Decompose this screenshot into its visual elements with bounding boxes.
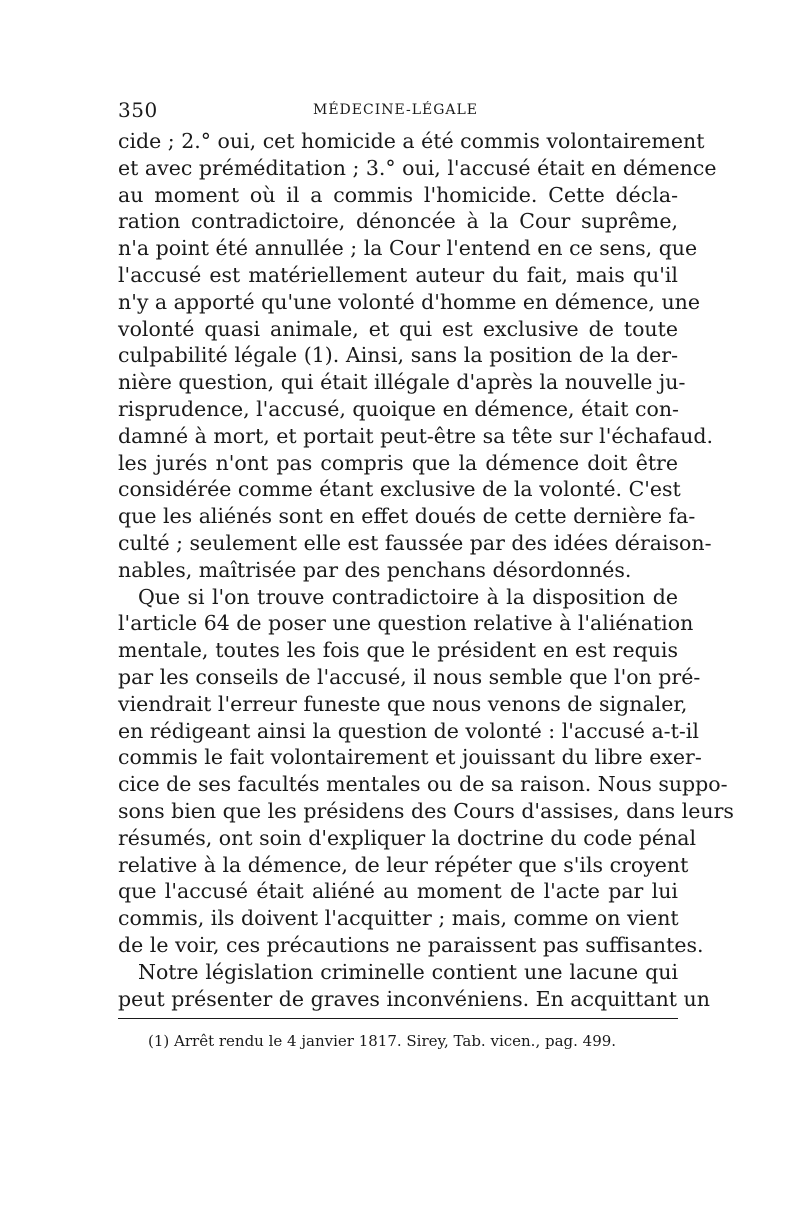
text-line: n'y a apporté qu'une volonté d'homme en démence, une	[118, 289, 700, 314]
text-line: risprudence, l'accusé, quoique en démence, était con-	[118, 396, 679, 421]
text-line: nière question, qui était illégale d'après la nouvelle ju-	[118, 370, 686, 395]
text-line: par les conseils de l'accusé, il nous semble que l'on pré-	[118, 664, 701, 689]
page-number: 350	[118, 98, 158, 122]
text-line: commis, ils doivent l'acquitter ; mais, comme on vient	[118, 906, 679, 931]
text-line: l'article 64 de poser une question relative à l'aliénation	[118, 611, 694, 636]
text-line: volonté quasi animale, et qui est exclusive de toute	[118, 316, 678, 341]
text-line: culpabilité légale (1). Ainsi, sans la position de la der-	[118, 343, 678, 368]
text-line: relative à la démence, de leur répéter que s'ils croyent	[118, 852, 689, 877]
text-line: n'a point été annullée ; la Cour l'entend en ce sens, que	[118, 236, 698, 261]
text-line: ration contradictoire, dénoncée à la Cour suprême,	[118, 209, 678, 234]
text-line: commis le fait volontairement et jouissant du libre exer-	[118, 745, 702, 770]
text-line: que l'accusé était aliéné au moment de l'acte par lui	[118, 879, 678, 904]
text-line: que les aliénés sont en effet doués de cette dernière fa-	[118, 504, 696, 529]
text-line: et avec préméditation ; 3.° oui, l'accusé était en démence	[118, 155, 717, 180]
text-line: résumés, ont soin d'expliquer la doctrine du code pénal	[118, 825, 697, 850]
text-line: en rédigeant ainsi la question de volonté : l'accusé a-t-il	[118, 718, 699, 743]
text-line: peut présenter de graves inconvéniens. En acquittant un	[118, 986, 710, 1011]
text-line: damné à mort, et portait peut-être sa tête sur l'échafaud.	[118, 423, 714, 448]
text-line: viendrait l'erreur funeste que nous venons de signaler,	[118, 691, 688, 716]
text-line: de le voir, ces précautions ne paraissent pas suffisantes.	[118, 932, 704, 957]
text-line: les jurés n'ont pas compris que la démence doit être	[118, 450, 678, 475]
footnote: (1) Arrêt rendu le 4 janvier 1817. Sirey, Tab. vicen., pag. 499.	[148, 1032, 617, 1050]
text-line: Notre législation criminelle contient une lacune qui	[138, 959, 678, 984]
text-line: sons bien que les présidens des Cours d'assises, dans leurs	[118, 798, 734, 823]
text-line: mentale, toutes les fois que le président en est requis	[118, 638, 678, 663]
text-line: nables, maîtrisée par des penchans désordonnés.	[118, 557, 632, 582]
footnote-divider	[118, 1018, 678, 1019]
text-line: culté ; seulement elle est faussée par des idées déraison-	[118, 530, 712, 555]
text-line: au moment où il a commis l'homicide. Cette décla-	[118, 182, 678, 207]
page-header	[118, 98, 678, 128]
text-line: cice de ses facultés mentales ou de sa raison. Nous suppo-	[118, 772, 728, 797]
body-text	[118, 128, 734, 1012]
text-line: Que si l'on trouve contradictoire à la disposition de	[138, 584, 678, 609]
text-line: l'accusé est matériellement auteur du fait, mais qu'il	[118, 262, 678, 287]
text-line: cide ; 2.° oui, cet homicide a été commis volontairement	[118, 129, 705, 153]
running-head: MÉDECINE-LÉGALE	[313, 102, 479, 118]
text-line: considérée comme étant exclusive de la volonté. C'est	[118, 477, 681, 502]
